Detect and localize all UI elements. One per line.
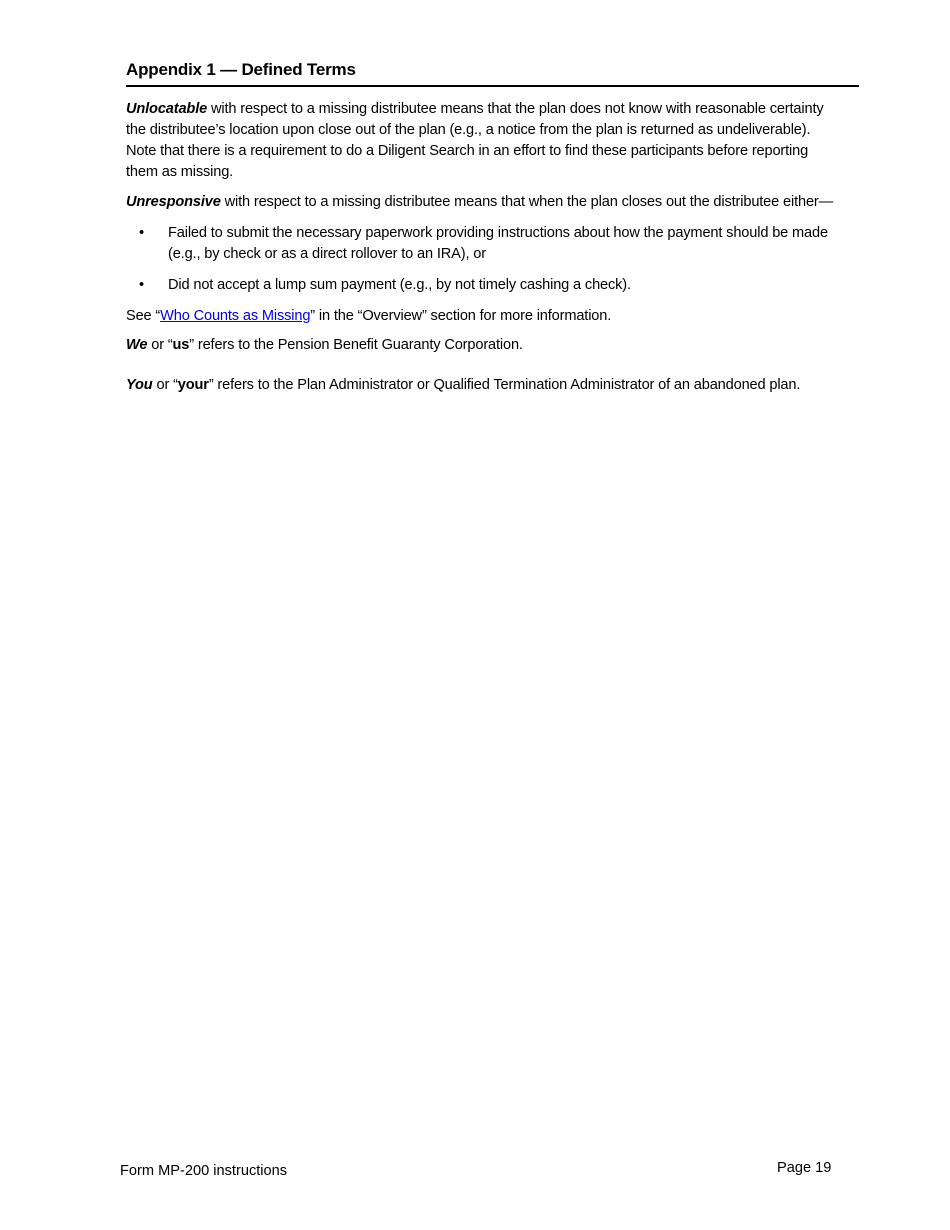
footer-page-number: Page 19 bbox=[777, 1160, 832, 1176]
see-also-paragraph bbox=[126, 306, 842, 327]
see-also-suffix: ” in the “Overview” section for more information. bbox=[310, 308, 612, 324]
definition-you-mid: or “ bbox=[152, 377, 178, 393]
list-item bbox=[126, 275, 842, 296]
section-heading: Appendix 1 — Defined Terms bbox=[126, 59, 859, 87]
list-item-text: Failed to submit the necessary paperwork providing instructions about how the payment should be made (e.g., by check or as a direct rollover to an IRA), or bbox=[168, 225, 828, 262]
term-we: We bbox=[126, 337, 148, 353]
definition-you bbox=[126, 374, 842, 397]
term-unlocatable: Unlocatable bbox=[126, 101, 208, 117]
definition-unresponsive-text: with respect to a missing distributee means that when the plan closes out the distributee either— bbox=[220, 194, 834, 210]
list-item bbox=[126, 223, 842, 265]
footer-form-name: Form MP-200 instructions bbox=[120, 1163, 288, 1179]
bullet-icon: • bbox=[139, 225, 144, 241]
term-your: your bbox=[177, 377, 209, 393]
definition-unresponsive bbox=[126, 192, 842, 213]
definition-we bbox=[126, 335, 842, 356]
definition-we-text: ” refers to the Pension Benefit Guaranty Corporation. bbox=[189, 337, 523, 353]
term-you: You bbox=[126, 377, 153, 393]
definition-unlocatable bbox=[126, 99, 842, 183]
term-us: us bbox=[172, 337, 190, 353]
term-unresponsive: Unresponsive bbox=[126, 194, 221, 210]
list-item-text: Did not accept a lump sum payment (e.g., by not timely cashing a check). bbox=[168, 277, 631, 293]
definitions-body bbox=[126, 99, 842, 397]
unresponsive-bullet-list bbox=[126, 223, 842, 296]
who-counts-as-missing-link[interactable]: Who Counts as Missing bbox=[160, 308, 311, 324]
definition-unlocatable-text: with respect to a missing distributee means that the plan does not know with reasonable certainty the distributee’s location upon close out of the plan (e.g., a notice from the plan is returned as undeliverable). Note that there is a requirement to do a Diligent Search in an effort to find these participants before reporting them as missing. bbox=[126, 101, 824, 180]
definition-you-text: ” refers to the Plan Administrator or Qualified Termination Administrator of an abandoned plan. bbox=[208, 377, 801, 393]
bullet-icon: • bbox=[139, 277, 144, 293]
definition-we-mid: or “ bbox=[147, 337, 173, 353]
see-also-prefix: See “ bbox=[126, 308, 161, 324]
